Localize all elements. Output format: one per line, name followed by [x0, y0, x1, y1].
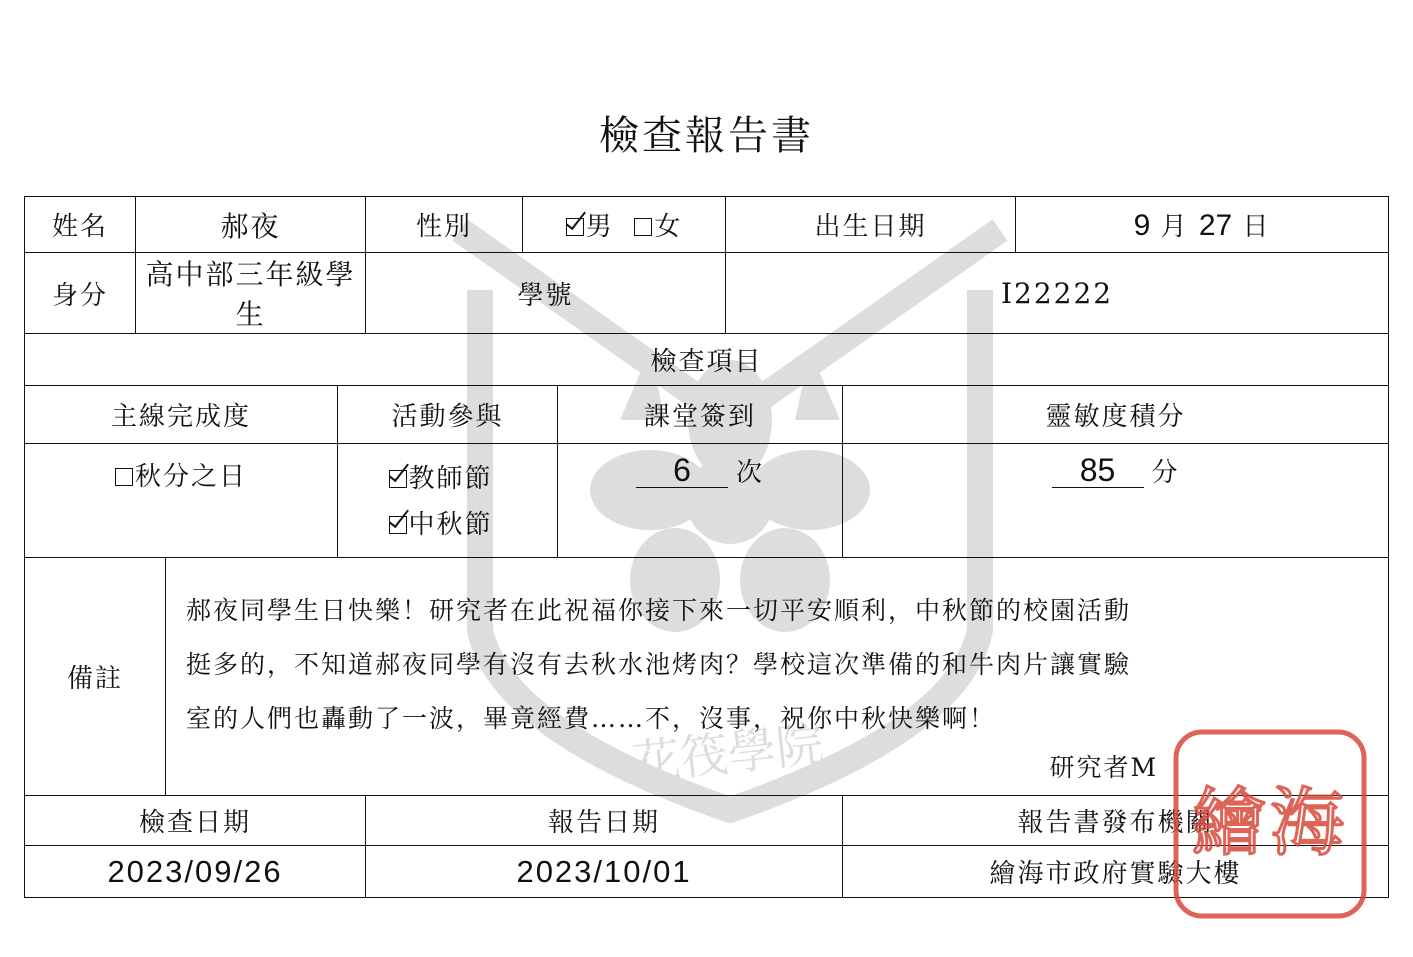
col-sensitivity: 靈敏度積分 — [843, 386, 1389, 444]
activity-teachers-day-checkbox[interactable] — [389, 470, 407, 488]
col-attendance: 課堂簽到 — [558, 386, 843, 444]
activities-cell — [338, 444, 558, 558]
birth-day-unit: 日 — [1242, 212, 1271, 242]
activity-mid-autumn-label: 中秋節 — [408, 510, 493, 540]
report-date-value: 2023/10/01 — [366, 846, 843, 898]
official-seal-stamp — [1172, 728, 1368, 920]
attendance-cell — [558, 444, 843, 558]
main-quest-checkbox[interactable] — [115, 468, 133, 486]
activity-mid-autumn-checkbox[interactable] — [389, 516, 407, 534]
activity-item — [324, 456, 557, 502]
gender-female-checkbox[interactable] — [634, 218, 652, 236]
birth-month-unit: 月 — [1160, 212, 1189, 242]
issuer-value: 繪海市政府實驗大樓 — [843, 846, 1389, 898]
remark-line: 郝夜同學生日快樂！研究者在此祝福你接下來一切平安順利，中秋節的校園活動 — [186, 596, 1132, 625]
student-id-value: I22222 — [726, 253, 1389, 334]
col-activities: 活動參與 — [338, 386, 558, 444]
gender-male-checkbox[interactable] — [566, 218, 584, 236]
gender-female-label: 女 — [654, 212, 683, 242]
student-id-label: 學號 — [366, 253, 726, 334]
activity-teachers-day-label: 教師節 — [408, 464, 493, 494]
issuer-label: 報告書發布機關 — [843, 796, 1389, 846]
check-date-label: 檢查日期 — [25, 796, 366, 846]
check-date-value: 2023/09/26 — [25, 846, 366, 898]
main-quest-label: 秋分之日 — [134, 462, 247, 492]
activity-item — [324, 502, 557, 548]
remarks-signature: 研究者M — [1049, 753, 1159, 782]
identity-label: 身分 — [25, 253, 136, 334]
name-value: 郝夜 — [136, 197, 366, 253]
watermark-text: 花筏學院 — [629, 716, 827, 792]
gender-male-label: 男 — [585, 212, 614, 242]
identity-value: 高中部三年級學生 — [136, 253, 366, 334]
sensitivity-unit: 分 — [1151, 458, 1180, 488]
sensitivity-cell — [843, 444, 1389, 558]
report-date-label: 報告日期 — [366, 796, 843, 846]
main-quest-cell — [25, 444, 338, 558]
inspection-section-title: 檢查項目 — [25, 334, 1389, 386]
remarks-label: 備註 — [25, 558, 166, 796]
gender-label: 性別 — [366, 197, 523, 253]
attendance-value: 6 — [636, 453, 728, 488]
birth-day: 27 — [1198, 209, 1233, 242]
birth-value — [1016, 197, 1389, 253]
report-title: 檢查報告書 — [599, 113, 814, 159]
sensitivity-value: 85 — [1052, 453, 1144, 488]
col-main-quest: 主線完成度 — [25, 386, 338, 444]
stamp-text: 繪海 — [1192, 780, 1348, 866]
name-label: 姓名 — [25, 197, 136, 253]
remark-line: 室的人們也轟動了一波，畢竟經費……不，沒事，祝你中秋快樂啊！ — [186, 704, 997, 733]
remark-line: 挺多的，不知道郝夜同學有沒有去秋水池烤肉？學校這次準備的和牛肉片讓實驗 — [186, 650, 1132, 679]
birth-month: 9 — [1133, 209, 1151, 242]
gender-options — [523, 197, 726, 253]
attendance-unit: 次 — [736, 458, 765, 488]
birth-label: 出生日期 — [726, 197, 1016, 253]
